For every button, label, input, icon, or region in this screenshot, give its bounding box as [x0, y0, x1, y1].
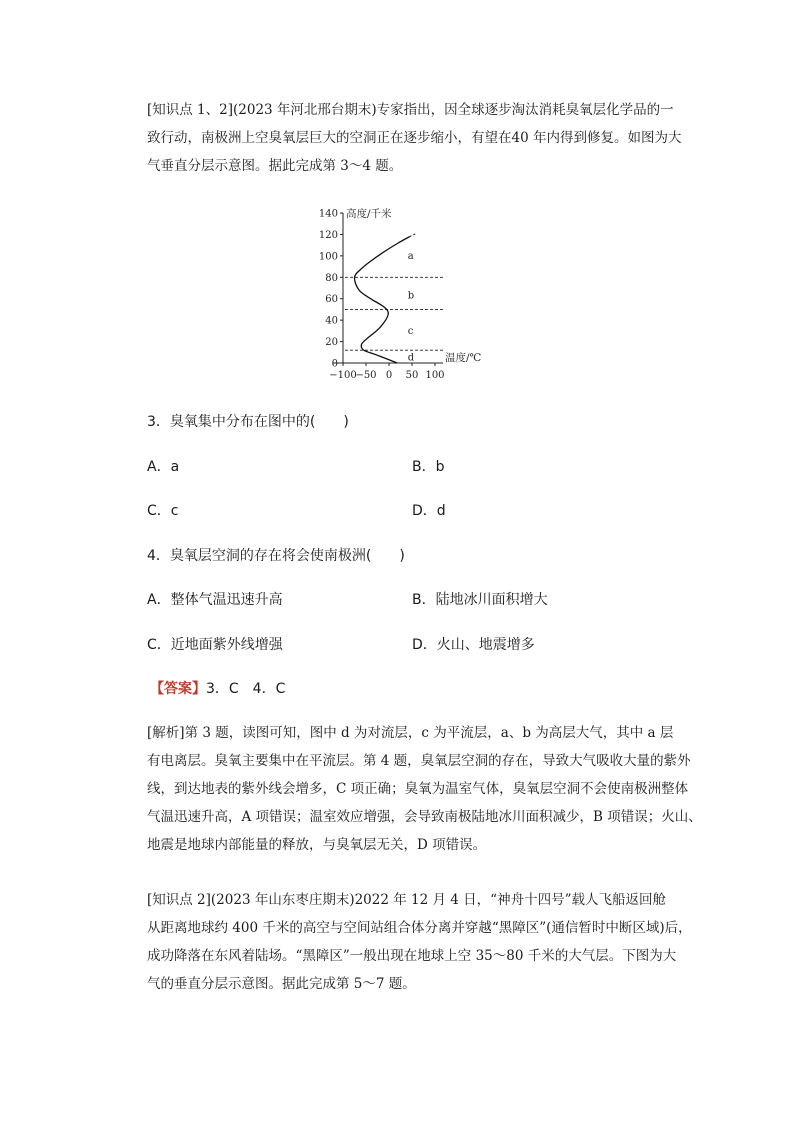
- intro-1-line: [知识点 1、2](2023 年河北邢台期末)专家指出，因全球逐步淘汰消耗臭氧层化学品的一: [147, 102, 674, 118]
- x-axis-label: 温度/℃: [445, 352, 482, 364]
- intro-1-line: 气垂直分层示意图。据此完成第 3～4 题。: [147, 158, 403, 174]
- analysis-line: 线，到达地表的紫外线会增多，C 项正确；臭氧为温室气体，臭氧层空洞不会使南极洲整体: [147, 781, 689, 797]
- y-tick-label: 0: [331, 358, 338, 370]
- q3-option-a: A．a: [147, 459, 180, 475]
- atmosphere-layer-chart: [305, 203, 495, 385]
- x-tick-label: 100: [425, 370, 445, 381]
- intro-2-line: 成功降落在东风着陆场。“黑障区”一般出现在地球上空 35～80 千米的大气层。下图为大: [147, 948, 677, 964]
- intro-2-line: [知识点 2](2023 年山东枣庄期末)2022 年 12 月 4 日，“神舟十四号”载人飞船返回舱: [147, 892, 666, 908]
- answer-label: 【答案】: [150, 681, 206, 697]
- x-tick-label: 0: [385, 370, 393, 381]
- y-tick-label: 100: [318, 251, 338, 263]
- question-3-stem: 3．臭氧集中分布在图中的( ): [147, 414, 349, 430]
- question-4-stem: 4．臭氧层空洞的存在将会使南极洲( ): [147, 548, 405, 564]
- q4-option-c: C．近地面紫外线增强: [147, 637, 283, 653]
- y-axis-label: 高度/千米: [346, 208, 392, 220]
- q3-option-d: D．d: [412, 503, 446, 519]
- y-tick-label: 40: [325, 315, 338, 327]
- curve-extension: [410, 234, 416, 237]
- y-tick-label: 60: [325, 294, 338, 306]
- intro-2-line: 从距离地球约 400 千米的高空与空间站组合体分离并穿越“黑障区”(通信暂时中断区域)后，: [147, 920, 692, 936]
- layer-label: d: [407, 352, 415, 364]
- x-tick-label: −50: [355, 370, 377, 381]
- analysis-line: 气温迅速升高，A 项错误；温室效应增强，会导致南极陆地冰川面积减少，B 项错误；火山、: [147, 809, 702, 825]
- y-tick-label: 20: [325, 337, 338, 349]
- x-tick-label: −100: [329, 370, 357, 381]
- analysis-paragraph: [147, 719, 702, 859]
- intro-1-line: 致行动，南极洲上空臭氧层巨大的空洞正在逐步缩小，有望在40 年内得到修复。如图为大: [147, 130, 682, 146]
- layer-label: a: [407, 250, 414, 262]
- layer-label: b: [407, 290, 415, 302]
- q4-option-d: D．火山、地震增多: [412, 637, 535, 653]
- q4-option-a: A．整体气温迅速升高: [147, 592, 283, 608]
- y-tick-label: 80: [325, 272, 338, 284]
- q3-option-b: B．b: [412, 459, 445, 475]
- y-tick-label: 120: [318, 229, 338, 241]
- layer-label: c: [407, 325, 414, 337]
- intro-2-line: 气的垂直分层示意图。据此完成第 5～7 题。: [147, 976, 416, 992]
- answer-line: [150, 678, 285, 698]
- x-tick-label: 50: [405, 370, 419, 381]
- intro-paragraph-2: [147, 886, 692, 998]
- temperature-curve: [354, 237, 409, 363]
- y-tick-label: 140: [318, 208, 338, 220]
- q3-option-c: C．c: [147, 503, 179, 519]
- answer-text: 3．C 4．C: [206, 681, 286, 697]
- analysis-line: 有电离层。臭氧主要集中在平流层。第 4 题，臭氧层空洞的存在，导致大气吸收大量的紫外: [147, 753, 691, 769]
- q4-option-b: B．陆地冰川面积增大: [412, 592, 548, 608]
- intro-paragraph-1: [147, 96, 682, 180]
- analysis-line: 地震是地球内部能量的释放，与臭氧层无关，D 项错误。: [147, 837, 487, 853]
- analysis-line: [解析]第 3 题，读图可知，图中 d 为对流层，c 为平流层，a、b 为高层大气，其中 a 层: [147, 725, 674, 741]
